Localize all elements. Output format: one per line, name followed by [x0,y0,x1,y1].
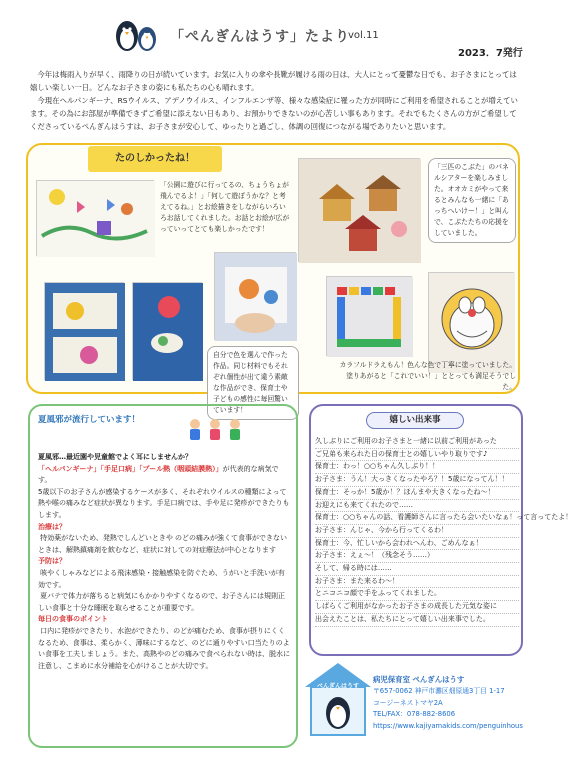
prevention-text: 夏バテで体力が落ちると病気にもかかりやすくなるので、お子さんには規則正しい食事と十分な睡眠を取らせることが重要です。 [38,592,285,612]
meal-text: 口内に発疹ができたり、水泡ができたり、のどが痛むため、食事が摂りにくくなるため、食事は、柔らかく、薄味にするなど、のどに通りやすい口当たりのよい食事を工夫しましょう。また、高熱やのどの痛みで食べられない時は、脱水に注意し、こまめに水分補給を心がけることが大切です。 [38,626,290,670]
dialogue-line: お子さま：えぇ～！（残念そう……） [315,550,519,563]
calendar-art-photo [44,282,124,380]
newsletter-title: 「ぺんぎんはうす」たより [170,29,350,45]
dialogue-line: お子さま：また来るわ～！ [315,576,519,589]
disease-list [38,464,290,487]
contact-info [373,686,523,732]
happy-event-title: 嬉しい出来事 [366,412,464,429]
dialogue-line: 保育士：わっ！○○ちゃん久しぶり！！ [315,461,519,474]
dialogue-line: ご兄弟も来られた日の保育士との嬉しいやり取りです♪ [315,449,519,462]
summer-question: 夏風邪…最近園や児童館でよく耳にしませんか？ [38,453,192,461]
dialogue-line: そして、帰る時には…… [315,563,519,576]
disease-names: 「ヘルパンギーナ」「手足口病」「プール熱（咽頭結膜熱）」 [38,464,223,473]
meal-heading: 毎日の食事のポイント [38,615,108,624]
address-line: 〒657-0062 神戸市灘区畑原通3丁目 1-17 [373,687,505,695]
color-choice-caption: 自分で色を選んで作った作品。同じ材料でもそれぞれ個性が出て違う素敵な作品ができ、保育士や子どもの感性に毎回驚いています！ [207,346,299,420]
doraemon-caption: カラフルドラえもん！色んな色で丁寧に塗っていました。塗りあがると「これでいい！」ととっても満足そうでした。 [339,361,516,391]
panel-theater-caption: 「三匹のこぶた」のパネルシアターを楽しみました。オオカミがやって来るとみんなも一緒に「あっちへいけー！」と叫んで、こぶたたちの応援をしていました。 [428,158,516,243]
drawing-caption: 「公園に遊びに行ってるの、ちょうちょが飛んでるよ！」「何して遊ぼうかな？と考えてるね。」とお絵描きをしながらいろいろお話してくれました。お話とお絵が広がっていってとても楽しかったです！ [160,181,290,233]
dialogue-line: お迎えにも来てくれたので…… [315,500,519,513]
coloring-photo [214,252,296,340]
treatment-text: 特効薬がないため、発熱でしんどいときや のどの痛みが強くて食事ができないときは、解熱鎮痛剤を飲むなど、症状に対しての対症療法が中心となります [38,534,288,554]
intro-paragraph: 今現在ヘルパンギーナ、RSウイルス、アデノウイルス、インフルエンザ等、様々な感染症に罹った方が同時にご利用を希望されることが増えています。その為にお部屋が準備できずご希望に添えない日もあり、お預かりできないのが心苦しい事もあります。それでもたくさんの方がご希望してくださっているぺんぎんはうすは、お子さまが安心して、ゆったりと過ごし、体調の回復につながる場でありたいと思います。 [30,96,518,131]
panel-theater-photo [298,158,420,262]
summer-cold-body [38,452,290,672]
address-line: コージーネストマヤ2A [373,698,443,707]
dialogue-line: 保育士：そっか！5歳か！？ほんまや大きくなったね～！ [315,487,519,500]
dialogue-line: お子さま：うん！大っきくなったやろ？！5歳になってん！！ [315,474,519,487]
dialogue-line: 保育士：○○ちゃんの話、看護師さんに言ったら会いたいなぁ！って言ってたよ！ [315,512,519,525]
issue-date: 2023．7発行 [458,48,523,59]
summer-cold-title: 夏風邪が流行しています！ [38,415,141,425]
volume-number: vol.11 [348,30,379,41]
activities-banner: たのしかったね！ [88,146,222,172]
happy-event-body [315,436,572,627]
calendar-art-photo [132,282,202,380]
drawing-photo [36,180,154,256]
prevention-heading: 予防は？ [38,557,66,566]
footer-logo-text: ぺんぎんはうす [316,683,359,690]
dialogue-line: お子さま：んじゃ、今から行ってくるわ！ [315,525,519,538]
organization-name: 病児保育室 ぺんぎんはうす [373,675,465,684]
dialogue-line: とニコニコ顔で手をふってくれました。 [315,588,519,601]
disease-tail: が代表的な病気です。 [38,464,279,485]
dialogue-line: しばらくご利用がなかったお子さまの成長した元気な姿に [315,601,519,614]
phone-fax: TEL/FAX：078-882-8606 [373,710,456,719]
dialogue-line: 出会えたことは、私たちにとって嬉しい出来事でした。 [315,614,519,627]
prevention-text: 咳やくしゃみなどによる飛沫感染・接触感染を防ぐため、うがいと手洗いが有効です。 [38,568,285,589]
treatment-heading: 治療は？ [38,522,66,531]
doraemon-photo [428,272,514,372]
blocks-photo [326,276,412,356]
children-icon [186,418,244,442]
dialogue-line: 保育士：今、忙しいから会われへんわ、ごめんなぁ！ [315,538,519,551]
dialogue-line: 久しぶりにご利用のお子さまと一緒に以前ご利用があった [315,436,519,449]
intro-text [30,68,522,133]
penguin-logo-icon [112,14,162,54]
website-link[interactable]: https://www.kajiyamakids.com/penguinhous [373,721,523,730]
summer-paragraph: 5歳以下のお子さんが感染するケースが多く、それぞれウイルスの種類によって熱や喉の痛みなど症状が異なります。手足口病では、手や足に発疹ができたりもします。 [38,487,290,519]
penguin-house-logo [303,661,373,739]
intro-paragraph: 今年は梅雨入りが早く、雨降りの日が続いています。お気に入りの傘や長靴が履ける雨の日は、大人にとって憂鬱な日でも、お子さまにとっては嬉しい楽しい一日。どんなお子さまの姿にも私たちの心も晴れます。 [30,70,517,92]
